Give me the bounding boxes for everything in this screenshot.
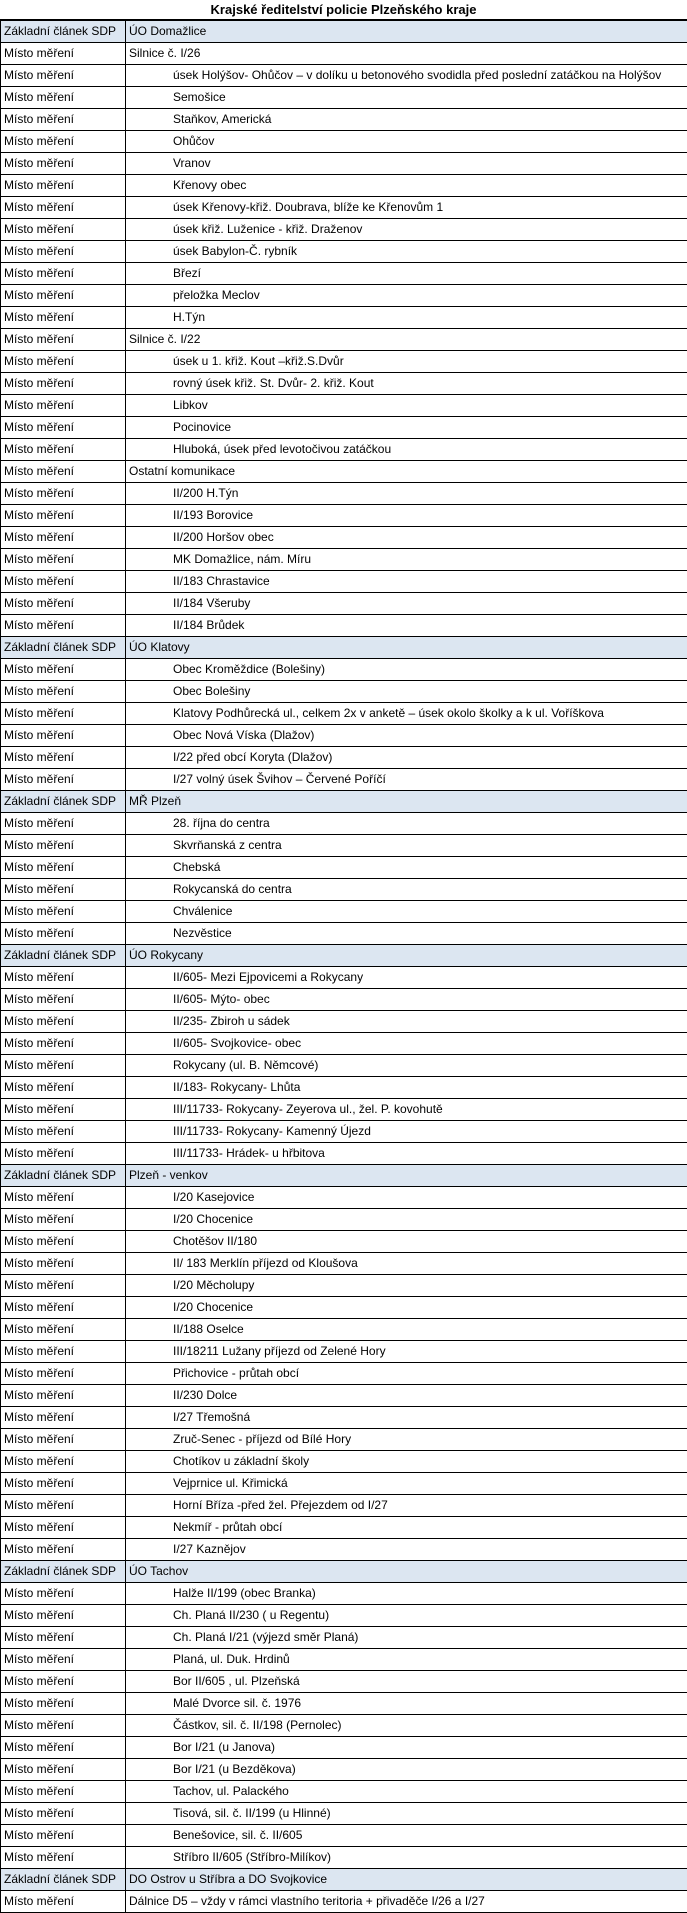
- location-cell: úsek Holýšov- Ohůčov – v dolíku u betonového svodidla před poslední zatáčkou na Holýšov: [126, 65, 687, 87]
- location-cell: Stříbro II/605 (Stříbro-Milíkov): [126, 1847, 687, 1869]
- place-label-cell: Místo měření: [1, 505, 126, 527]
- table-row: [1, 373, 687, 395]
- location-cell: Rokycany (ul. B. Němcové): [126, 1055, 687, 1077]
- section-header-row: [1, 1165, 687, 1187]
- place-label-cell: Místo měření: [1, 1033, 126, 1055]
- place-label-cell: Místo měření: [1, 307, 126, 329]
- place-label-cell: Místo měření: [1, 197, 126, 219]
- table-row: [1, 1495, 687, 1517]
- place-label-cell: Místo měření: [1, 901, 126, 923]
- place-label-cell: Místo měření: [1, 1825, 126, 1847]
- location-cell: Tisová, sil. č. II/199 (u Hlinné): [126, 1803, 687, 1825]
- place-label-cell: Místo měření: [1, 351, 126, 373]
- place-label-cell: Místo měření: [1, 1231, 126, 1253]
- place-label-cell: Místo měření: [1, 527, 126, 549]
- table-row: [1, 1583, 687, 1605]
- section-header-row: [1, 1869, 687, 1891]
- place-label-cell: Místo měření: [1, 967, 126, 989]
- location-cell: Vejprnice ul. Křimická: [126, 1473, 687, 1495]
- place-label-cell: Místo měření: [1, 1099, 126, 1121]
- place-label-cell: Místo měření: [1, 175, 126, 197]
- location-cell: II/605- Mýto- obec: [126, 989, 687, 1011]
- table-row: [1, 1033, 687, 1055]
- table-row: [1, 1209, 687, 1231]
- location-cell: Bor II/605 , ul. Plzeňská: [126, 1671, 687, 1693]
- place-label-cell: Místo měření: [1, 835, 126, 857]
- table-row: [1, 285, 687, 307]
- location-cell: Klatovy Podhůrecká ul., celkem 2x v anketě – úsek okolo školky a k ul. Voříškova: [126, 703, 687, 725]
- table-row: [1, 703, 687, 725]
- place-label-cell: Místo měření: [1, 1187, 126, 1209]
- table-row: [1, 1011, 687, 1033]
- place-label-cell: Místo měření: [1, 725, 126, 747]
- table-row: [1, 1407, 687, 1429]
- location-cell: 28. října do centra: [126, 813, 687, 835]
- location-cell: Křenovy obec: [126, 175, 687, 197]
- table-row: [1, 1891, 687, 1913]
- table-row: [1, 1099, 687, 1121]
- table-row: [1, 329, 687, 351]
- location-cell: Silnice č. I/22: [126, 329, 687, 351]
- table-row: [1, 1473, 687, 1495]
- table-row: [1, 197, 687, 219]
- sheet-title: Krajské ředitelství policie Plzeňského kraje: [0, 0, 687, 20]
- table-body: [1, 21, 687, 1913]
- place-label-cell: Místo měření: [1, 241, 126, 263]
- table-row: [1, 351, 687, 373]
- location-cell: I/27 Třemošná: [126, 1407, 687, 1429]
- section-header-row: [1, 945, 687, 967]
- table-row: [1, 813, 687, 835]
- table-row: [1, 1429, 687, 1451]
- section-label-cell: Základní článek SDP: [1, 21, 126, 43]
- place-label-cell: Místo měření: [1, 131, 126, 153]
- location-cell: II/183- Rokycany- Lhůta: [126, 1077, 687, 1099]
- table-row: [1, 109, 687, 131]
- section-name-cell: DO Ostrov u Stříbra a DO Svojkovice: [126, 1869, 687, 1891]
- place-label-cell: Místo měření: [1, 1627, 126, 1649]
- location-cell: Chebská: [126, 857, 687, 879]
- place-label-cell: Místo měření: [1, 1297, 126, 1319]
- location-cell: Dálnice D5 – vždy v rámci vlastního teritoria + přivaděče I/26 a I/27: [126, 1891, 687, 1913]
- location-cell: II/184 Brůdek: [126, 615, 687, 637]
- table-row: [1, 1363, 687, 1385]
- place-label-cell: Místo měření: [1, 329, 126, 351]
- location-cell: rovný úsek křiž. St. Dvůr- 2. křiž. Kout: [126, 373, 687, 395]
- location-cell: úsek Křenovy-křiž. Doubrava, blíže ke Křenovům 1: [126, 197, 687, 219]
- location-cell: Ch. Planá I/21 (výjezd směr Planá): [126, 1627, 687, 1649]
- section-name-cell: ÚO Klatovy: [126, 637, 687, 659]
- place-label-cell: Místo měření: [1, 1209, 126, 1231]
- location-cell: Rokycanská do centra: [126, 879, 687, 901]
- table-row: [1, 879, 687, 901]
- location-cell: III/18211 Lužany příjezd od Zelené Hory: [126, 1341, 687, 1363]
- place-label-cell: Místo měření: [1, 395, 126, 417]
- place-label-cell: Místo měření: [1, 659, 126, 681]
- place-label-cell: Místo měření: [1, 1693, 126, 1715]
- location-cell: III/11733- Hrádek- u hřbitova: [126, 1143, 687, 1165]
- place-label-cell: Místo měření: [1, 989, 126, 1011]
- place-label-cell: Místo měření: [1, 1253, 126, 1275]
- location-cell: Bor I/21 (u Bezděkova): [126, 1759, 687, 1781]
- table-row: [1, 681, 687, 703]
- section-name-cell: ÚO Rokycany: [126, 945, 687, 967]
- table-row: [1, 769, 687, 791]
- table-row: [1, 1605, 687, 1627]
- table-row: [1, 989, 687, 1011]
- table-row: [1, 461, 687, 483]
- location-cell: Nezvěstice: [126, 923, 687, 945]
- location-cell: úsek křiž. Luženice - křiž. Draženov: [126, 219, 687, 241]
- location-cell: Libkov: [126, 395, 687, 417]
- table-row: [1, 1781, 687, 1803]
- table-row: [1, 483, 687, 505]
- place-label-cell: Místo měření: [1, 1605, 126, 1627]
- location-cell: Bor I/21 (u Janova): [126, 1737, 687, 1759]
- section-header-row: [1, 1561, 687, 1583]
- location-cell: Březí: [126, 263, 687, 285]
- location-cell: Přichovice - průtah obcí: [126, 1363, 687, 1385]
- place-label-cell: Místo měření: [1, 813, 126, 835]
- location-cell: úsek Babylon-Č. rybník: [126, 241, 687, 263]
- place-label-cell: Místo měření: [1, 1143, 126, 1165]
- place-label-cell: Místo měření: [1, 923, 126, 945]
- table-row: [1, 1825, 687, 1847]
- place-label-cell: Místo měření: [1, 1385, 126, 1407]
- table-row: [1, 725, 687, 747]
- table-row: [1, 1319, 687, 1341]
- table-row: [1, 835, 687, 857]
- location-cell: H.Týn: [126, 307, 687, 329]
- location-cell: Ostatní komunikace: [126, 461, 687, 483]
- location-cell: Benešovice, sil. č. II/605: [126, 1825, 687, 1847]
- location-cell: Malé Dvorce sil. č. 1976: [126, 1693, 687, 1715]
- location-cell: Vranov: [126, 153, 687, 175]
- table-row: [1, 395, 687, 417]
- place-label-cell: Místo měření: [1, 1671, 126, 1693]
- place-label-cell: Místo měření: [1, 373, 126, 395]
- table-row: [1, 1671, 687, 1693]
- location-cell: III/11733- Rokycany- Zeyerova ul., žel. P. kovohutě: [126, 1099, 687, 1121]
- table-row: [1, 505, 687, 527]
- location-cell: II/ 183 Merklín příjezd od Kloušova: [126, 1253, 687, 1275]
- table-row: [1, 615, 687, 637]
- location-cell: MK Domažlice, nám. Míru: [126, 549, 687, 571]
- location-cell: Obec Kroměždice (Bolešiny): [126, 659, 687, 681]
- location-cell: Skvrňanská z centra: [126, 835, 687, 857]
- location-cell: Ch. Planá II/230 ( u Regentu): [126, 1605, 687, 1627]
- place-label-cell: Místo měření: [1, 1121, 126, 1143]
- location-cell: Ohůčov: [126, 131, 687, 153]
- place-label-cell: Místo měření: [1, 1407, 126, 1429]
- table-row: [1, 1055, 687, 1077]
- location-cell: II/193 Borovice: [126, 505, 687, 527]
- location-cell: III/11733- Rokycany- Kamenný Újezd: [126, 1121, 687, 1143]
- place-label-cell: Místo měření: [1, 1341, 126, 1363]
- location-cell: I/20 Měcholupy: [126, 1275, 687, 1297]
- table-row: [1, 153, 687, 175]
- location-cell: Pocinovice: [126, 417, 687, 439]
- section-label-cell: Základní článek SDP: [1, 945, 126, 967]
- place-label-cell: Místo měření: [1, 769, 126, 791]
- location-cell: I/27 Kaznějov: [126, 1539, 687, 1561]
- place-label-cell: Místo měření: [1, 1517, 126, 1539]
- section-label-cell: Základní článek SDP: [1, 1561, 126, 1583]
- table-row: [1, 1253, 687, 1275]
- place-label-cell: Místo měření: [1, 681, 126, 703]
- section-label-cell: Základní článek SDP: [1, 1869, 126, 1891]
- table-row: [1, 1297, 687, 1319]
- location-cell: I/22 před obcí Koryta (Dlažov): [126, 747, 687, 769]
- table-row: [1, 1737, 687, 1759]
- measurement-table: [0, 20, 687, 1913]
- table-row: [1, 263, 687, 285]
- table-row: [1, 1275, 687, 1297]
- table-row: [1, 571, 687, 593]
- place-label-cell: Místo měření: [1, 571, 126, 593]
- location-cell: Obec Bolešiny: [126, 681, 687, 703]
- place-label-cell: Místo měření: [1, 65, 126, 87]
- place-label-cell: Místo měření: [1, 1891, 126, 1913]
- place-label-cell: Místo měření: [1, 219, 126, 241]
- place-label-cell: Místo měření: [1, 1649, 126, 1671]
- place-label-cell: Místo měření: [1, 1759, 126, 1781]
- location-cell: I/20 Chocenice: [126, 1209, 687, 1231]
- table-row: [1, 1187, 687, 1209]
- table-row: [1, 1759, 687, 1781]
- table-row: [1, 65, 687, 87]
- table-row: [1, 417, 687, 439]
- place-label-cell: Místo měření: [1, 1429, 126, 1451]
- table-row: [1, 549, 687, 571]
- table-row: [1, 1143, 687, 1165]
- table-row: [1, 175, 687, 197]
- location-cell: Tachov, ul. Palackého: [126, 1781, 687, 1803]
- place-label-cell: Místo měření: [1, 87, 126, 109]
- place-label-cell: Místo měření: [1, 593, 126, 615]
- place-label-cell: Místo měření: [1, 439, 126, 461]
- location-cell: II/230 Dolce: [126, 1385, 687, 1407]
- table-row: [1, 439, 687, 461]
- place-label-cell: Místo měření: [1, 1803, 126, 1825]
- section-header-row: [1, 21, 687, 43]
- place-label-cell: Místo měření: [1, 43, 126, 65]
- place-label-cell: Místo měření: [1, 1781, 126, 1803]
- table-row: [1, 241, 687, 263]
- location-cell: II/605- Svojkovice- obec: [126, 1033, 687, 1055]
- location-cell: Obec Nová Víska (Dlažov): [126, 725, 687, 747]
- place-label-cell: Místo měření: [1, 1363, 126, 1385]
- table-row: [1, 1803, 687, 1825]
- table-row: [1, 307, 687, 329]
- location-cell: II/605- Mezi Ejpovicemi a Rokycany: [126, 967, 687, 989]
- table-row: [1, 857, 687, 879]
- place-label-cell: Místo měření: [1, 1539, 126, 1561]
- place-label-cell: Místo měření: [1, 549, 126, 571]
- section-header-row: [1, 791, 687, 813]
- section-label-cell: Základní článek SDP: [1, 637, 126, 659]
- place-label-cell: Místo měření: [1, 1473, 126, 1495]
- place-label-cell: Místo měření: [1, 1715, 126, 1737]
- location-cell: Silnice č. I/26: [126, 43, 687, 65]
- section-name-cell: Plzeň - venkov: [126, 1165, 687, 1187]
- section-name-cell: ÚO Tachov: [126, 1561, 687, 1583]
- table-row: [1, 87, 687, 109]
- location-cell: Chválenice: [126, 901, 687, 923]
- place-label-cell: Místo měření: [1, 1011, 126, 1033]
- location-cell: II/183 Chrastavice: [126, 571, 687, 593]
- location-cell: Hluboká, úsek před levotočivou zatáčkou: [126, 439, 687, 461]
- location-cell: Chotíkov u základní školy: [126, 1451, 687, 1473]
- location-cell: II/200 Horšov obec: [126, 527, 687, 549]
- place-label-cell: Místo měření: [1, 483, 126, 505]
- table-row: [1, 43, 687, 65]
- place-label-cell: Místo měření: [1, 285, 126, 307]
- place-label-cell: Místo měření: [1, 461, 126, 483]
- place-label-cell: Místo měření: [1, 857, 126, 879]
- table-row: [1, 1649, 687, 1671]
- table-row: [1, 747, 687, 769]
- place-label-cell: Místo měření: [1, 879, 126, 901]
- table-row: [1, 1231, 687, 1253]
- place-label-cell: Místo měření: [1, 153, 126, 175]
- table-row: [1, 1539, 687, 1561]
- place-label-cell: Místo měření: [1, 1319, 126, 1341]
- table-row: [1, 1121, 687, 1143]
- location-cell: II/235- Zbiroh u sádek: [126, 1011, 687, 1033]
- place-label-cell: Místo měření: [1, 1451, 126, 1473]
- location-cell: II/184 Všeruby: [126, 593, 687, 615]
- place-label-cell: Místo měření: [1, 417, 126, 439]
- location-cell: Částkov, sil. č. II/198 (Pernolec): [126, 1715, 687, 1737]
- table-row: [1, 1517, 687, 1539]
- section-name-cell: MŘ Plzeň: [126, 791, 687, 813]
- place-label-cell: Místo měření: [1, 1737, 126, 1759]
- location-cell: Chotěšov II/180: [126, 1231, 687, 1253]
- table-row: [1, 1385, 687, 1407]
- section-name-cell: ÚO Domažlice: [126, 21, 687, 43]
- location-cell: přeložka Meclov: [126, 285, 687, 307]
- place-label-cell: Místo měření: [1, 1583, 126, 1605]
- location-cell: I/20 Chocenice: [126, 1297, 687, 1319]
- place-label-cell: Místo měření: [1, 1077, 126, 1099]
- table-row: [1, 967, 687, 989]
- place-label-cell: Místo měření: [1, 1055, 126, 1077]
- location-cell: Nekmíř - průtah obcí: [126, 1517, 687, 1539]
- section-label-cell: Základní článek SDP: [1, 791, 126, 813]
- location-cell: Horní Bříza -před žel. Přejezdem od I/27: [126, 1495, 687, 1517]
- table-row: [1, 1451, 687, 1473]
- table-row: [1, 527, 687, 549]
- place-label-cell: Místo měření: [1, 703, 126, 725]
- table-row: [1, 1077, 687, 1099]
- table-row: [1, 1341, 687, 1363]
- location-cell: II/188 Oselce: [126, 1319, 687, 1341]
- section-label-cell: Základní článek SDP: [1, 1165, 126, 1187]
- location-cell: Semošice: [126, 87, 687, 109]
- table-row: [1, 901, 687, 923]
- place-label-cell: Místo měření: [1, 263, 126, 285]
- section-header-row: [1, 637, 687, 659]
- location-cell: Planá, ul. Duk. Hrdinů: [126, 1649, 687, 1671]
- place-label-cell: Místo měření: [1, 1495, 126, 1517]
- table-row: [1, 219, 687, 241]
- place-label-cell: Místo měření: [1, 615, 126, 637]
- table-row: [1, 1847, 687, 1869]
- table-row: [1, 131, 687, 153]
- location-cell: úsek u 1. křiž. Kout –křiž.S.Dvůr: [126, 351, 687, 373]
- table-row: [1, 593, 687, 615]
- location-cell: Halže II/199 (obec Branka): [126, 1583, 687, 1605]
- location-cell: Zruč-Senec - příjezd od Bílé Hory: [126, 1429, 687, 1451]
- location-cell: I/27 volný úsek Švihov – Červené Poříčí: [126, 769, 687, 791]
- location-cell: I/20 Kasejovice: [126, 1187, 687, 1209]
- place-label-cell: Místo měření: [1, 1847, 126, 1869]
- table-row: [1, 923, 687, 945]
- place-label-cell: Místo měření: [1, 747, 126, 769]
- table-row: [1, 1627, 687, 1649]
- table-row: [1, 1693, 687, 1715]
- place-label-cell: Místo měření: [1, 1275, 126, 1297]
- place-label-cell: Místo měření: [1, 109, 126, 131]
- location-cell: II/200 H.Týn: [126, 483, 687, 505]
- location-cell: Staňkov, Americká: [126, 109, 687, 131]
- table-row: [1, 659, 687, 681]
- table-row: [1, 1715, 687, 1737]
